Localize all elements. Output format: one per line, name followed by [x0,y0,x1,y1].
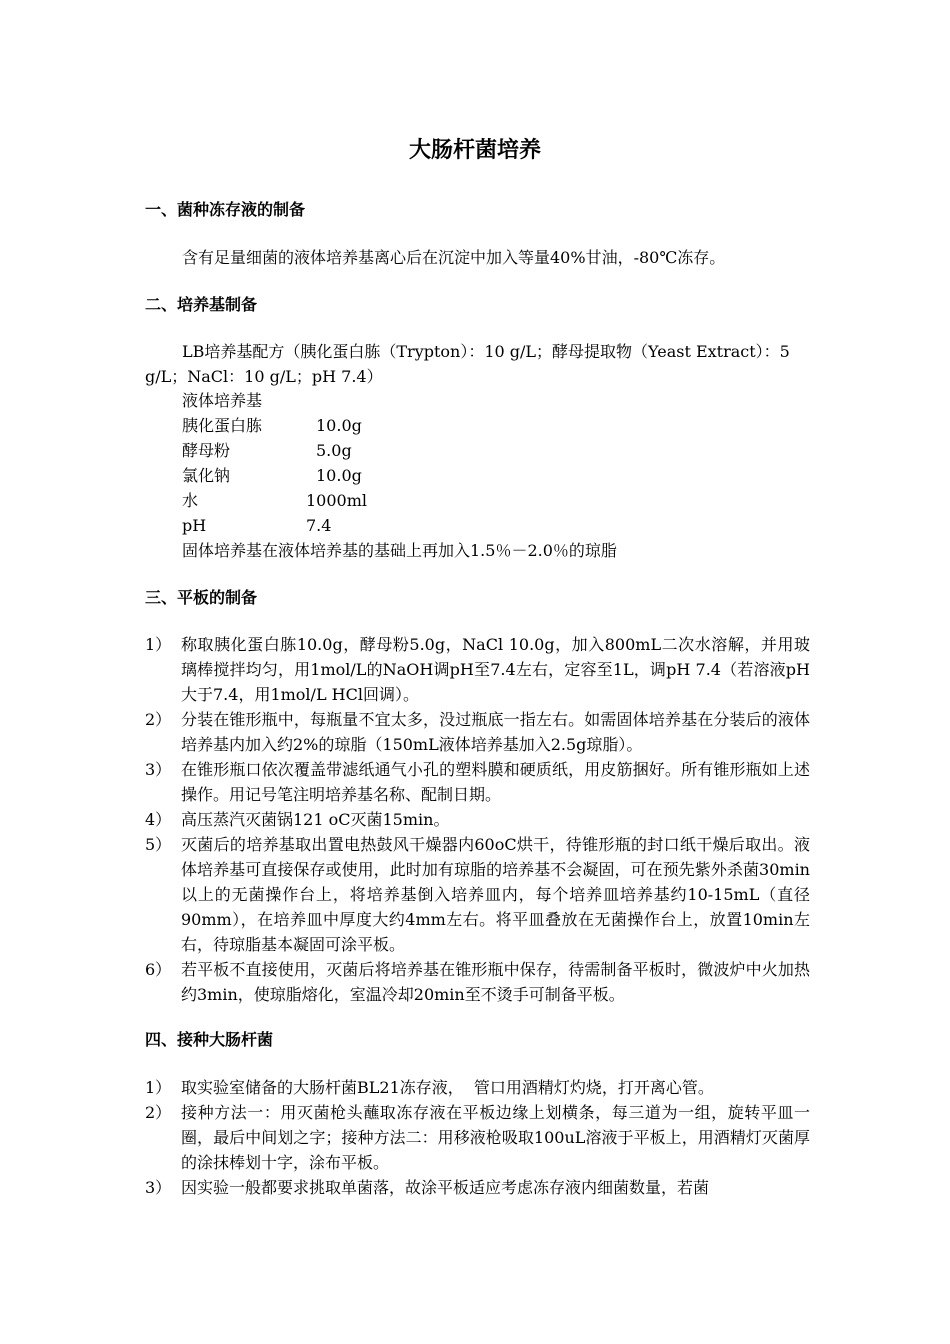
step-number: 3） [145,1178,172,1197]
list-item [145,832,810,957]
ingredient-amount: 10.0g [316,466,362,485]
ingredient-amount: 7.4 [306,516,332,535]
list-item [145,957,810,1007]
ingredient-amount: 10.0g [316,416,362,435]
step-text: 因实验一般都要求挑取单菌落，故涂平板适应考虑冻存液内细菌数量，若菌 [181,1178,710,1197]
inoculation-steps-list [145,1075,810,1200]
step-text: 高压蒸汽灭菌锅121 oC灭菌15min。 [181,810,450,829]
recipe-row [182,463,617,488]
recipe-table [182,388,617,563]
step-number: 5） [145,835,172,854]
section-heading-1: 一、菌种冻存液的制备 [145,200,306,219]
solid-medium-note: 固体培养基在液体培养基的基础上再加入1.5％－2.0％的琼脂 [182,541,617,560]
list-item [145,1175,810,1200]
document-title: 大肠杆菌培养 [408,138,541,163]
list-item [145,807,810,832]
step-text: 称取胰化蛋白胨10.0g，酵母粉5.0g，NaCl 10.0g，加入800mL二次水溶解，并用玻璃棒搅拌均匀，用1mol/L的NaOH调pH至7.4左右，定容至1L，调pH 7.4（若溶液pH大于7.4，用1mol/L HCl回调）。 [181,635,810,704]
ingredient-name: pH [182,516,207,535]
ingredient-amount: 1000ml [306,491,368,510]
list-item [145,1075,810,1100]
step-number: 6） [145,960,172,979]
ingredient-name: 胰化蛋白胨 [182,416,263,435]
step-number: 4） [145,810,172,829]
step-text: 灭菌后的培养基取出置电热鼓风干燥器内60oC烘干，待锥形瓶的封口纸干燥后取出。液体培养基可直接保存或使用，此时加有琼脂的培养基不会凝固，可在预先紫外杀菌30min以上的无菌操作台上，将培养基倒入培养皿内，每个培养皿培养基约10-15mL（直径90mm），在培养皿中厚度大约4mm左右。将平皿叠放在无菌操作台上，放置10min左右，待琼脂基本凝固可涂平板。 [181,835,810,954]
section-heading-3: 三、平板的制备 [145,588,258,607]
liquid-medium-label: 液体培养基 [182,391,263,410]
step-number: 2） [145,1103,172,1122]
ingredient-name: 水 [182,491,199,510]
list-item [145,1100,810,1175]
step-text: 取实验室储备的大肠杆菌BL21冻存液， 管口用酒精灯灼烧，打开离心管。 [181,1078,714,1097]
ingredient-name: 氯化钠 [182,466,231,485]
step-number: 1） [145,635,172,654]
step-text: 接种方法一：用灭菌枪头蘸取冻存液在平板边缘上划横条，每三道为一组，旋转平皿一圈，最后中间划之字；接种方法二：用移液枪吸取100uL溶液于平板上，用酒精灯灭菌厚的涂抹棒划十字，涂布平板。 [181,1103,810,1172]
step-number: 3） [145,760,172,779]
recipe-row [182,513,617,538]
list-item [145,707,810,757]
lb-formula-text: LB培养基配方（胰化蛋白胨（Trypton）：10 g/L；酵母提取物（Yeast Extract）：5 g/L；NaCl：10 g/L；pH 7.4） [145,342,790,386]
section-heading-2: 二、培养基制备 [145,295,258,314]
step-text: 分装在锥形瓶中，每瓶量不宜太多，没过瓶底一指左右。如需固体培养基在分装后的液体培养基内加入约2%的琼脂（150mL液体培养基加入2.5g琼脂）。 [181,710,810,754]
step-number: 2） [145,710,172,729]
ingredient-amount: 5.0g [316,441,352,460]
list-item [145,632,810,707]
step-number: 1） [145,1078,172,1097]
recipe-row [182,488,617,513]
recipe-row [182,438,617,463]
plate-steps-list [145,632,810,1007]
ingredient-name: 酵母粉 [182,441,231,460]
section-1-text: 含有足量细菌的液体培养基离心后在沉淀中加入等量40%甘油，-80℃冻存。 [182,248,726,267]
recipe-row [182,413,617,438]
section-heading-4: 四、接种大肠杆菌 [145,1030,274,1049]
step-text: 在锥形瓶口依次覆盖带滤纸通气小孔的塑料膜和硬质纸，用皮筋捆好。所有锥形瓶如上述操作。用记号笔注明培养基名称、配制日期。 [181,760,810,804]
step-text: 若平板不直接使用，灭菌后将培养基在锥形瓶中保存，待需制备平板时，微波炉中火加热约3min，使琼脂熔化，室温冷却20min至不烫手可制备平板。 [181,960,810,1004]
list-item [145,757,810,807]
